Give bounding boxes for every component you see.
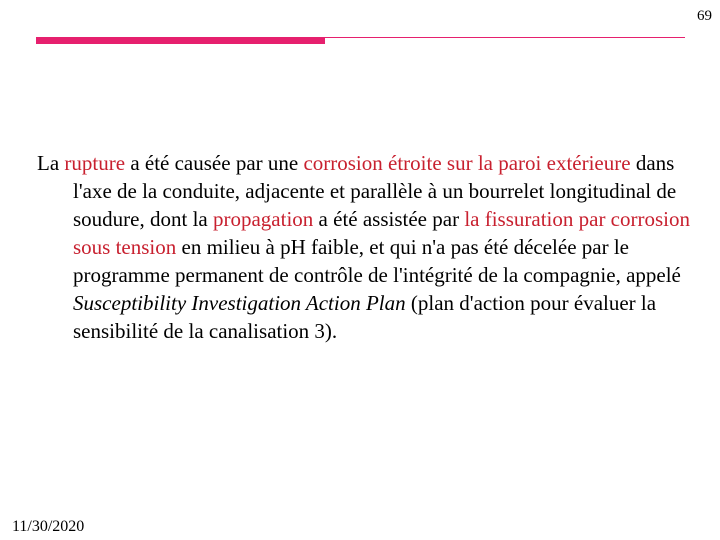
italic-text-run: Susceptibility Investigation Action Plan [73,291,406,315]
highlighted-text-run: la fissuration par corrosion sous tension [73,207,691,259]
highlighted-text-run: rupture [64,151,126,175]
highlighted-text-run: propagation [212,207,314,231]
header-rule-thick [36,37,325,44]
highlighted-text-run: corrosion étroite sur la paroi extérieure [303,151,631,175]
text-run: en milieu à pH faible, et qui n'a pas été décelée par le programme permanent de contrôle de l'intégrité de la compagnie, appelé [73,235,681,287]
text-run: dans l'axe de la conduite, adjacente et parallèle à un bourrelet longitudinal de soudure, dont la [73,151,677,231]
page-number: 69 [697,8,712,24]
text-run: a été causée par une [125,151,304,175]
text-run: La [37,151,65,175]
text-run: a été assistée par [313,207,465,231]
text-run: (plan d'action pour évaluer la sensibilité de la canalisation 3). [73,291,657,343]
footer-date: 11/30/2020 [12,518,85,535]
header-rule-thin [325,37,685,38]
body-paragraph [37,149,713,345]
